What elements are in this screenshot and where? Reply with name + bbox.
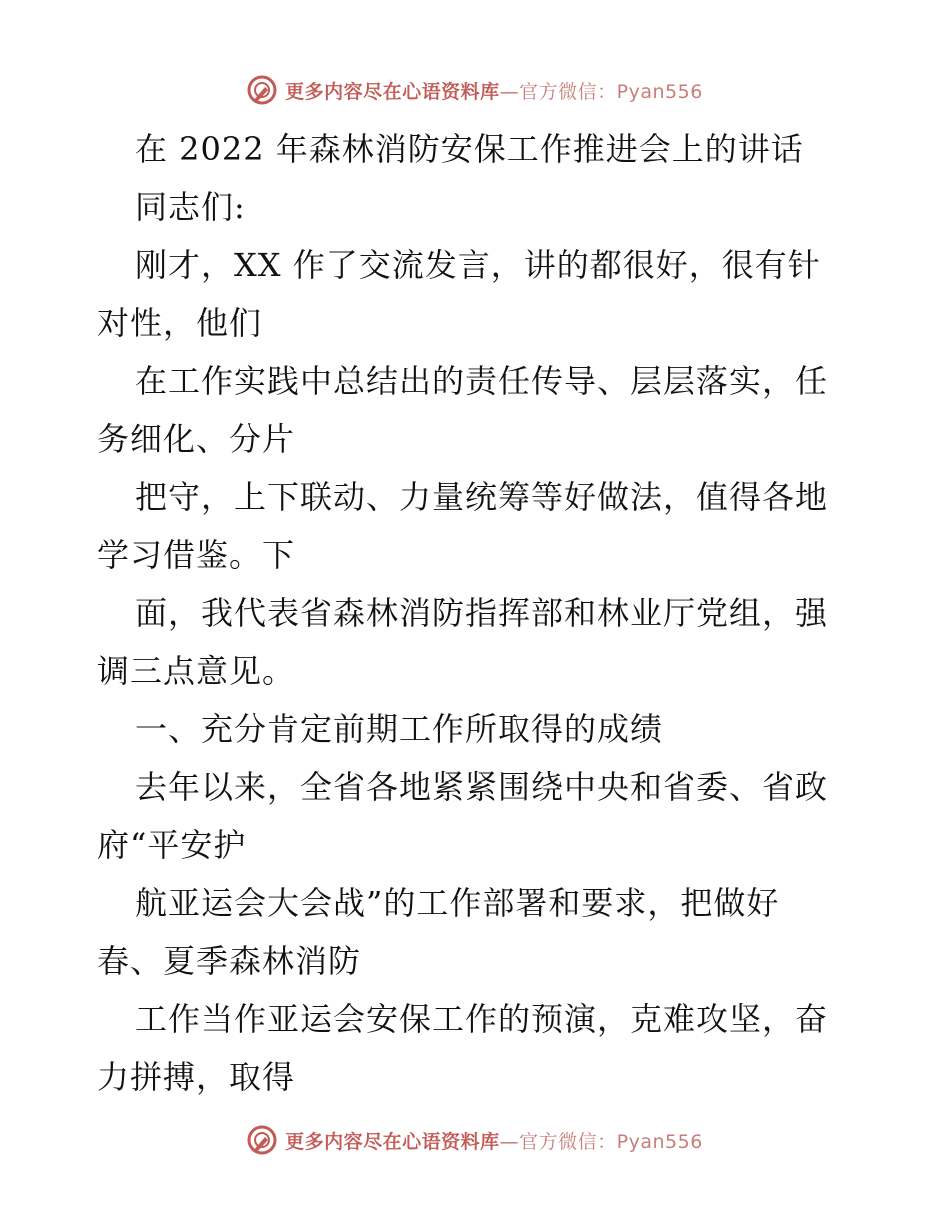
paragraph-line: 在工作实践中总结出的责任传导、层层落实，任 bbox=[135, 362, 829, 400]
paragraph-line: 对性，他们 bbox=[97, 304, 263, 342]
watermark-contact: 官方微信：Pyan556 bbox=[519, 80, 703, 103]
paragraph-line: 航亚运会大会战”的工作部署和要求，把做好 bbox=[135, 884, 780, 922]
watermark-separator: — bbox=[499, 1130, 520, 1153]
footer-watermark bbox=[0, 1120, 950, 1160]
salutation: 同志们: bbox=[135, 188, 246, 226]
watermark-contact: 官方微信：Pyan556 bbox=[519, 1130, 703, 1153]
paragraph-line: 刚才，XX 作了交流发言，讲的都很好，很有针 bbox=[135, 246, 821, 284]
paragraph-line: 力拼搏，取得 bbox=[97, 1058, 296, 1096]
paragraph-line: 春、夏季森林消防 bbox=[97, 942, 362, 980]
document-title: 在 2022 年森林消防安保工作推进会上的讲话 bbox=[135, 130, 804, 168]
paragraph-line: 面，我代表省森林消防指挥部和林业厅党组，强 bbox=[135, 594, 829, 632]
watermark-brand: 更多内容尽在心语资料库 bbox=[285, 80, 500, 103]
paragraph-line: 学习借鉴。下 bbox=[97, 536, 296, 574]
watermark-brand: 更多内容尽在心语资料库 bbox=[285, 1130, 500, 1153]
pen-logo-icon bbox=[247, 75, 277, 105]
watermark-text bbox=[285, 77, 703, 104]
paragraph-line: 去年以来，全省各地紧紧围绕中央和省委、省政 bbox=[135, 768, 829, 806]
document-body bbox=[97, 120, 857, 1106]
paragraph-line: 务细化、分片 bbox=[97, 420, 296, 458]
watermark-text bbox=[285, 1127, 703, 1154]
paragraph-line: 工作当作亚运会安保工作的预演，克难攻坚，奋 bbox=[135, 1000, 829, 1038]
paragraph-line: 府“平安护 bbox=[97, 826, 247, 864]
paragraph-line: 把守，上下联动、力量统筹等好做法，值得各地 bbox=[135, 478, 829, 516]
paragraph-line: 调三点意见。 bbox=[97, 652, 296, 690]
watermark-separator: — bbox=[499, 80, 520, 103]
pen-logo-icon bbox=[247, 1125, 277, 1155]
section-heading: 一、充分肯定前期工作所取得的成绩 bbox=[135, 710, 664, 748]
header-watermark bbox=[0, 70, 950, 110]
